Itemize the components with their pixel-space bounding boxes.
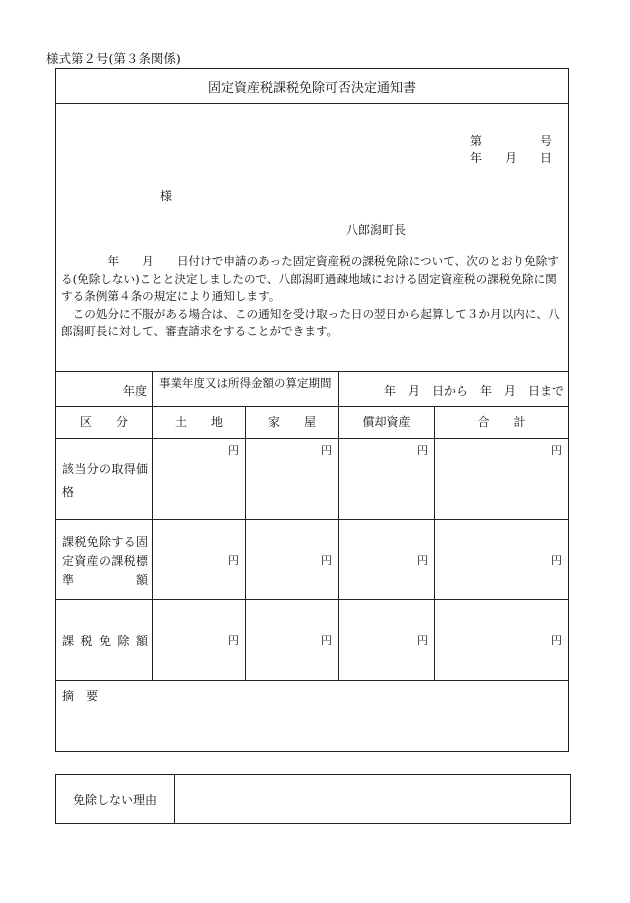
base-depreciable-cell <box>339 520 435 600</box>
base-house-cell <box>246 520 339 600</box>
yen-unit: 円 <box>417 634 428 647</box>
yen-unit: 円 <box>551 554 562 567</box>
date-month: 月 <box>504 151 517 165</box>
non-exemption-reason-box <box>55 774 571 824</box>
yen-unit: 円 <box>228 444 239 457</box>
row-acquisition-label <box>56 439 153 520</box>
base-land-cell <box>153 520 246 600</box>
notice-paragraph-1: 年 月 日付けで申請のあった固定資産税の課税免除について、次のとおり免除する(免除しない)ことと決定しましたので、八郎潟町過疎地域における固定資産税の課税免除に関する条例第４条の規定により通知します。 <box>61 254 559 303</box>
document-title: 固定資産税課税免除可否決定通知書 <box>56 69 568 104</box>
reason-field[interactable] <box>174 775 570 823</box>
exemption-amount-label: 課税免除額 <box>62 634 148 648</box>
header-house: 家 屋 <box>246 407 339 439</box>
period-label-cell: 事業年度又は所得金額の算定期間 <box>153 371 339 407</box>
form-number-label: 様式第２号(第３条関係) <box>46 51 181 66</box>
date-day: 日 <box>539 151 552 165</box>
fiscal-year-label: 年度 <box>122 384 147 398</box>
yen-unit: 円 <box>321 444 332 457</box>
period-value-cell <box>339 371 568 407</box>
yen-unit: 円 <box>321 554 332 567</box>
row-exemption-label <box>56 600 153 681</box>
ex-depreciable-cell <box>339 600 435 681</box>
yen-unit: 円 <box>551 444 562 457</box>
yen-unit: 円 <box>417 554 428 567</box>
acq-house-cell <box>246 439 339 520</box>
base-total-cell <box>435 520 568 600</box>
header-depreciable: 償却資産 <box>339 407 435 439</box>
ex-total-cell <box>435 600 568 681</box>
period-value: 年 月 日から 年 月 日まで <box>383 384 564 398</box>
notice-paragraph-2: この処分に不服がある場合は、この通知を受け取った日の翌日から起算して３か月以内に、八郎潟町長に対して、審査請求をすることができます。 <box>61 306 560 338</box>
notice-body <box>61 253 567 341</box>
number-go: 号 <box>539 134 552 148</box>
header-total: 合 計 <box>435 407 568 439</box>
row-tax-base-label <box>56 520 153 600</box>
yen-unit: 円 <box>228 634 239 647</box>
addressee: 様 <box>160 189 173 203</box>
yen-unit: 円 <box>228 554 239 567</box>
ex-house-cell <box>246 600 339 681</box>
acq-depreciable-cell <box>339 439 435 520</box>
acq-total-cell <box>435 439 568 520</box>
remarks-cell <box>56 681 568 753</box>
header-kubun: 区 分 <box>56 407 153 439</box>
reason-label: 免除しない理由 <box>56 775 175 823</box>
acquisition-price-label: 該当分の取得価格 <box>62 462 148 499</box>
ex-land-cell <box>153 600 246 681</box>
yen-unit: 円 <box>321 634 332 647</box>
date-year: 年 <box>470 151 483 165</box>
sender-name: 八郎潟町長 <box>346 223 407 237</box>
remarks-label: 摘 要 <box>62 689 99 703</box>
number-dai: 第 <box>470 134 483 148</box>
header-land: 土 地 <box>153 407 246 439</box>
yen-unit: 円 <box>417 444 428 457</box>
fiscal-year-cell <box>56 371 153 407</box>
tax-base-label: 課税免除する固定資産の課税標準額 <box>62 535 148 587</box>
document-number-block <box>470 133 552 167</box>
yen-unit: 円 <box>551 634 562 647</box>
acq-land-cell <box>153 439 246 520</box>
notice-form <box>55 68 569 752</box>
